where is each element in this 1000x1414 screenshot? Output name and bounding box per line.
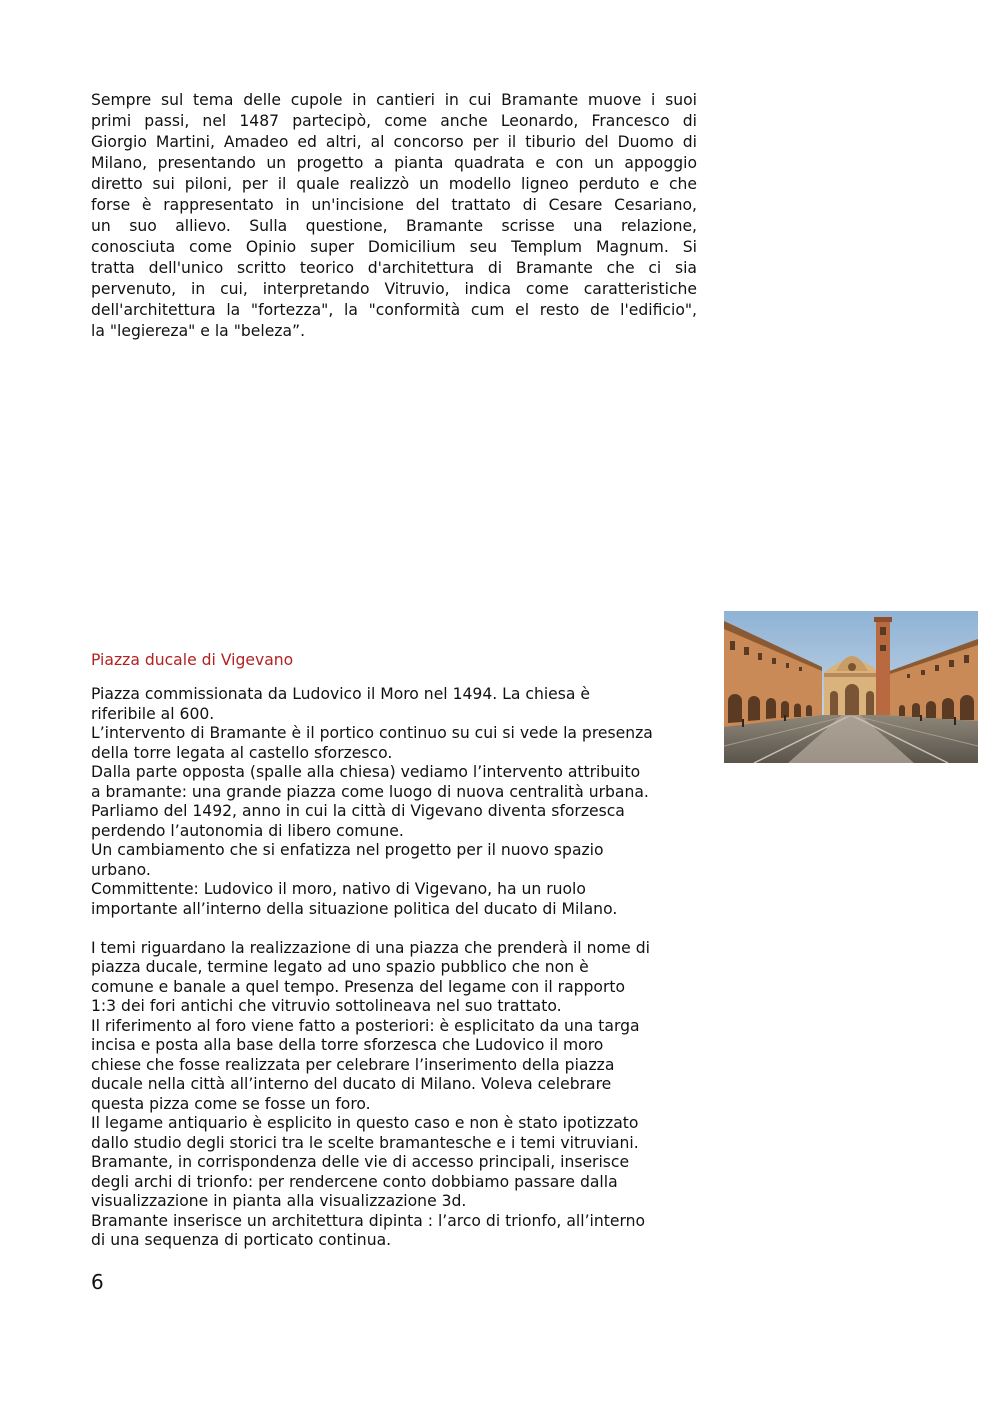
text-line: Sempre sul tema delle cupole in cantieri in cui Bramante muove i suoi: [91, 91, 697, 109]
text-line: 1:3 dei fori antichi che vitruvio sottolineava nel suo trattato.: [91, 997, 562, 1015]
section-heading: Piazza ducale di Vigevano: [91, 651, 294, 669]
text-line: Un cambiamento che si enfatizza nel progetto per il nuovo spazio: [91, 841, 604, 859]
body-text: [91, 685, 711, 1251]
text-line: questa pizza come se fosse un foro.: [91, 1094, 371, 1113]
text-line: Il legame antiquario è esplicito in questo caso e non è stato ipotizzato: [91, 1114, 639, 1132]
text-line: Milano, presentando un progetto a pianta quadrata e con un appoggio: [91, 154, 697, 172]
text-line: dallo studio degli storici tra le scelte bramantesche e i temi vitruviani.: [91, 1133, 639, 1152]
text-line: I temi riguardano la realizzazione di una piazza che prenderà il nome di: [91, 938, 650, 957]
text-line: primi passi, nel 1487 partecipò, come anche Leonardo, Francesco di: [91, 112, 697, 130]
text-line: comune e banale a quel tempo. Presenza del legame con il rapporto: [91, 977, 626, 996]
intro-paragraph: [91, 90, 697, 342]
text-line: importante all’interno della situazione politica del ducato di Milano.: [91, 899, 618, 918]
text-line: Giorgio Martini, Amadeo ed altri, al concorso per il tiburio del Duomo di: [91, 133, 697, 151]
text-line: Bramante inserisce un architettura dipinta : l’arco di trionfo, all’interno: [91, 1211, 646, 1230]
page-number: 6: [91, 1270, 104, 1294]
text-line: degli archi di trionfo: per rendercene conto dobbiamo passare dalla: [91, 1172, 618, 1191]
text-line: Dalla parte opposta (spalle alla chiesa) vediamo l’intervento attribuito: [91, 763, 641, 781]
text-line: incisa e posta alla base della torre sforzesca che Ludovico il moro: [91, 1036, 604, 1054]
text-line: Committente: Ludovico il moro, nativo di Vigevano, ha un ruolo: [91, 880, 586, 898]
text-line: pervenuto, in cui, interpretando Vitruvio, indica come caratteristiche: [91, 280, 697, 298]
text-line: Bramante, in corrispondenza delle vie di accesso principali, inserisce: [91, 1153, 630, 1171]
paragraph-gap: [91, 919, 711, 939]
text-line: diretto sui piloni, per il quale realizzò un modello ligneo perduto e che: [91, 175, 697, 193]
text-line: chiese che fosse realizzata per celebrare l’inserimento della piazza: [91, 1055, 615, 1074]
text-line: forse è rappresentato in un'incisione del trattato di Cesare Cesariano,: [91, 196, 697, 214]
text-line: piazza ducale, termine legato ad uno spazio pubblico che non è: [91, 958, 589, 976]
text-line: conosciuta come Opinio super Domicilium seu Templum Magnum. Si: [91, 238, 697, 256]
text-line: della torre legata al castello sforzesco.: [91, 743, 393, 762]
text-line: visualizzazione in pianta alla visualizzazione 3d.: [91, 1192, 467, 1210]
text-line: Il riferimento al foro viene fatto a posteriori: è esplicitato da una targa: [91, 1016, 640, 1035]
text-line: L’intervento di Bramante è il portico continuo su cui si vede la presenza: [91, 724, 653, 742]
text-line: perdendo l’autonomia di libero comune.: [91, 821, 404, 840]
piazza-ducale-photo: [724, 611, 978, 763]
text-line: Parliamo del 1492, anno in cui la città di Vigevano diventa sforzesca: [91, 802, 625, 820]
text-line: ducale nella città all’interno del ducato di Milano. Voleva celebrare: [91, 1075, 612, 1093]
text-line: riferibile al 600.: [91, 704, 215, 723]
text-line: Piazza commissionata da Ludovico il Moro nel 1494. La chiesa è: [91, 685, 590, 703]
text-line: a bramante: una grande piazza come luogo di nuova centralità urbana.: [91, 782, 649, 801]
text-line: un suo allievo. Sulla questione, Bramante scrisse una relazione,: [91, 217, 697, 235]
text-line: urbano.: [91, 860, 151, 879]
text-line: dell'architettura la "fortezza", la "conformità cum el resto de l'edificio",: [91, 301, 697, 319]
text-line: la "legiereza" e la "beleza”.: [91, 322, 306, 340]
text-line: di una sequenza di porticato continua.: [91, 1231, 392, 1249]
text-line: tratta dell'unico scritto teorico d'architettura di Bramante che ci sia: [91, 259, 697, 277]
